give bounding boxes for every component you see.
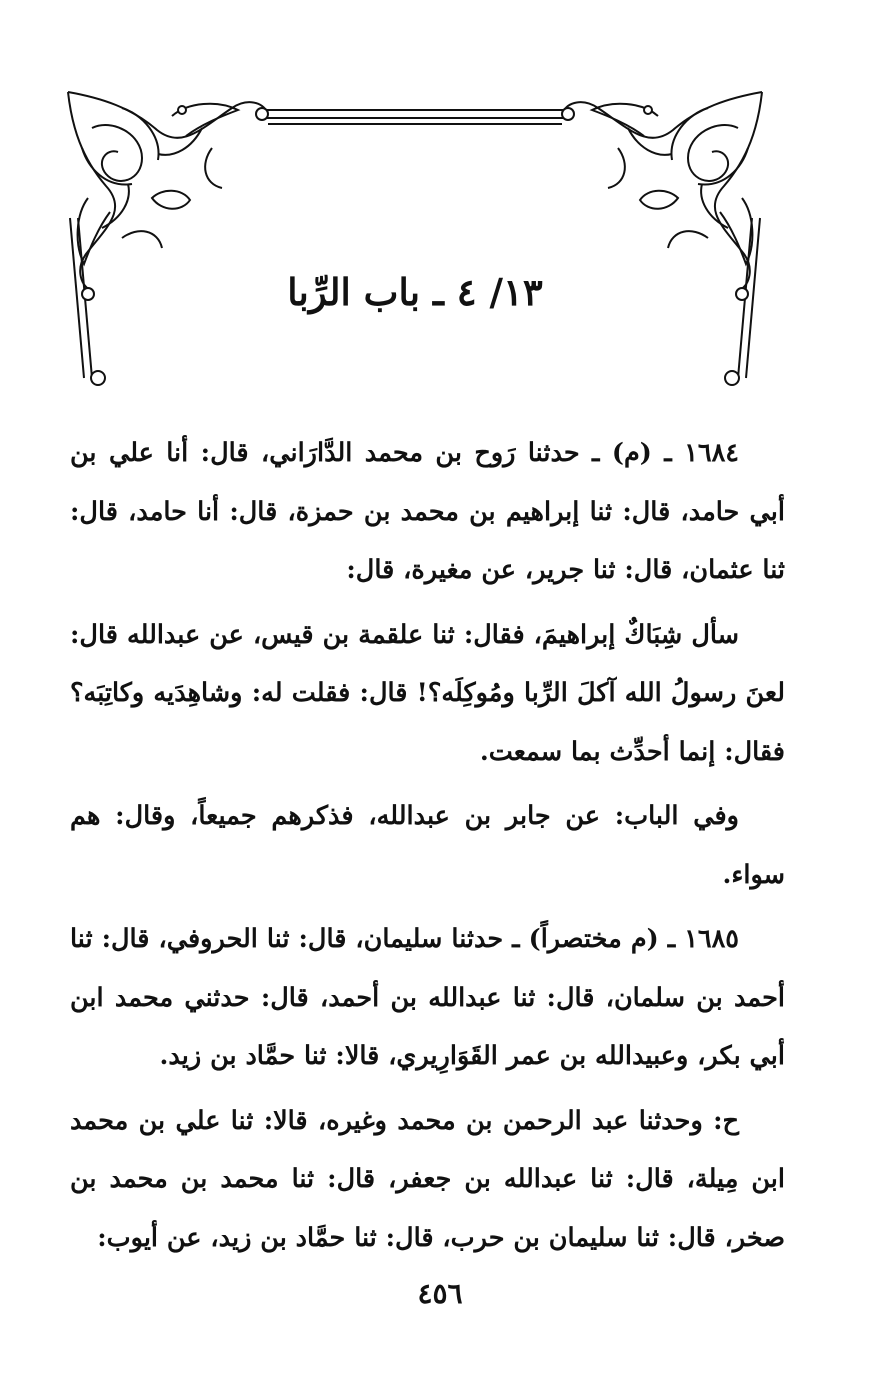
paragraph: ١٦٨٥ ـ (م مختصراً) ـ حدثنا سليمان، قال: ثنا الحروفي، قال: ثنا أحمد بن سلمان، قال: ثنا عبدالله بن أحمد، قال: حدثني محمد ابن أبي بكر، وعبيدالله بن عمر القَوَارِيري، قالا: ثنا حمَّاد بن زيد. <box>70 924 785 1071</box>
paragraph: ح: وحدثنا عبد الرحمن بن محمد وغيره، قالا: ثنا علي بن محمد ابن مِيلة، قال: ثنا عبدالله بن جعفر، قال: ثنا محمد بن محمد بن صخر، قال: ثنا سليمان بن حرب، قال: ثنا حمَّاد بن زيد، عن أيوب: <box>70 1105 785 1253</box>
page-number: ٤٥٦ <box>417 1277 463 1310</box>
ornamental-frame <box>62 88 768 388</box>
chapter-title: ١٣/ ٤ ـ باب الرِّبا <box>287 270 543 314</box>
paragraph: وفي الباب: عن جابر بن عبدالله، فذكرهم جميعاً، وقال: هم سواء. <box>70 801 785 890</box>
body-text <box>70 424 785 1267</box>
paragraph: سأل شِبَاكٌ إبراهيمَ، فقال: ثنا علقمة بن قيس، عن عبدالله قال: لعنَ رسولُ الله آكلَ الرِّبا ومُوكِلَه؟! قال: فقلت له: وشاهِدَيه وكاتِبَه؟ فقال: إنما أحدِّث بما سمعت. <box>70 619 785 767</box>
ornament-icon <box>62 88 768 388</box>
paragraph: ١٦٨٤ ـ (م) ـ حدثنا رَوح بن محمد الدَّارَاني، قال: أنا علي بن أبي حامد، قال: ثنا إبراهيم بن محمد بن حمزة، قال: أنا حامد، قال: ثنا عثمان، قال: ثنا جرير، عن مغيرة، قال: <box>70 438 785 585</box>
